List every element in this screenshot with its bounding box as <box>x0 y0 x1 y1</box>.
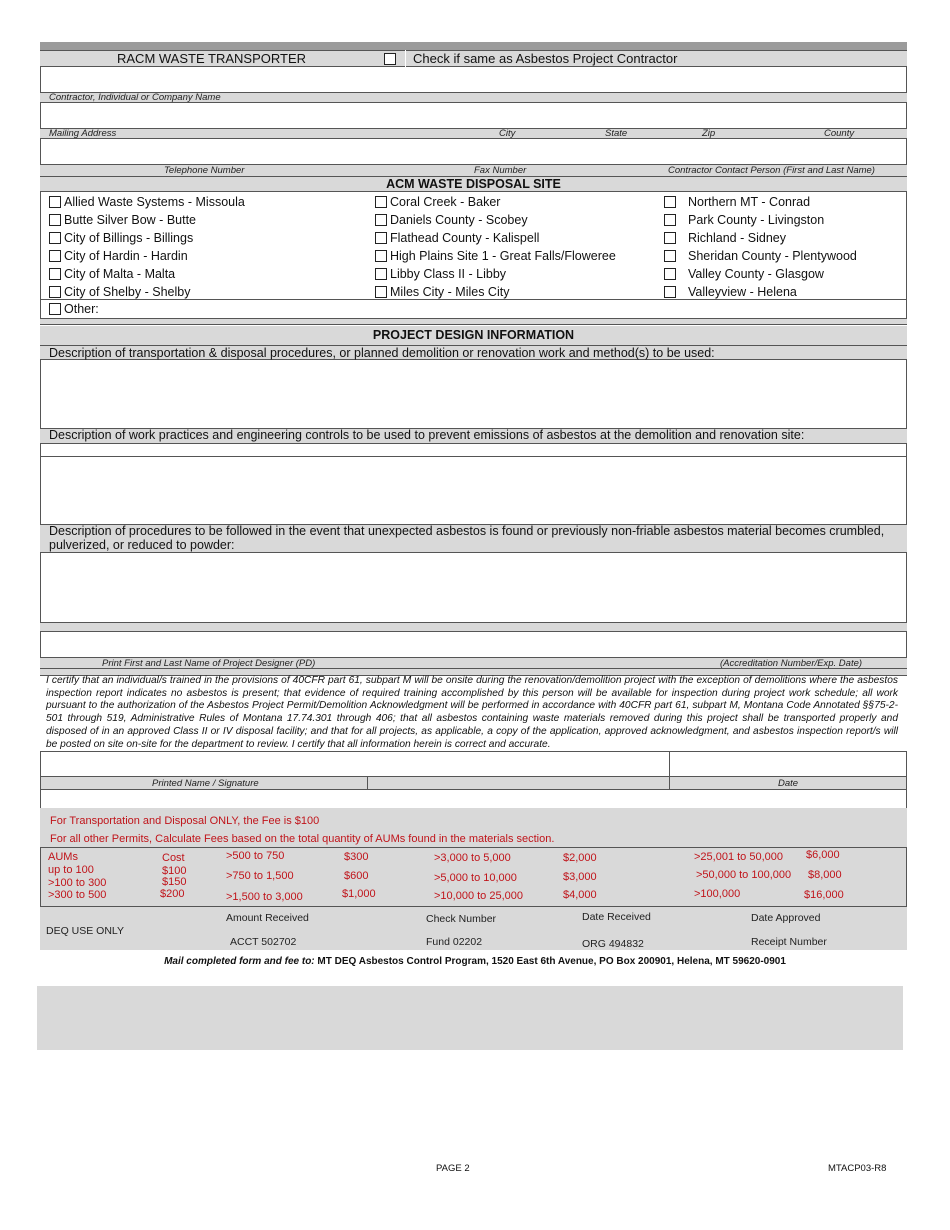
disposal-site-label: Miles City - Miles City <box>390 285 510 299</box>
disposal-site-label: Flathead County - Kalispell <box>390 231 540 245</box>
disposal-site-label: Allied Waste Systems - Missoula <box>64 195 245 209</box>
checkbox-icon[interactable] <box>664 250 676 262</box>
fax-label: Fax Number <box>474 165 527 176</box>
checkbox-icon[interactable] <box>375 286 387 298</box>
disposal-site-label: Daniels County - Scobey <box>390 213 528 227</box>
cost-header: Cost <box>162 852 185 864</box>
fee-range: >100 to 300 <box>48 877 107 889</box>
disposal-site-option[interactable] <box>375 249 616 263</box>
county-label: County <box>824 128 855 139</box>
fee-cost: $2,000 <box>563 852 597 864</box>
page-number: PAGE 2 <box>436 1163 470 1174</box>
checkbox-icon[interactable] <box>664 286 676 298</box>
signature-field[interactable] <box>40 751 907 776</box>
telephone-label: Telephone Number <box>164 165 245 176</box>
disposal-site-option[interactable] <box>375 267 506 281</box>
disposal-site-option[interactable] <box>49 285 190 299</box>
mail-prefix: Mail completed form and fee to: <box>164 956 315 967</box>
disposal-site-label: City of Billings - Billings <box>64 231 194 245</box>
disposal-site-option[interactable] <box>375 195 500 209</box>
fee-range: >100,000 <box>694 888 741 900</box>
disposal-site-option[interactable] <box>375 285 509 299</box>
fee-cost: $300 <box>344 851 369 863</box>
checkbox-icon[interactable] <box>49 214 61 226</box>
designer-label: Print First and Last Name of Project Designer (PD) <box>102 658 316 669</box>
fee-cost: $3,000 <box>563 871 597 883</box>
fee-range: >10,000 to 25,000 <box>434 890 523 902</box>
fee-range: up to 100 <box>48 864 94 876</box>
disposal-site-label: Valleyview - Helena <box>688 285 797 299</box>
disposal-site-label: Northern MT - Conrad <box>688 195 811 209</box>
checkbox-icon[interactable] <box>375 214 387 226</box>
same-as-contractor-label: Check if same as Asbestos Project Contractor <box>413 51 678 66</box>
phone-fax-contact-field[interactable] <box>40 139 907 164</box>
fee-range: >1,500 to 3,000 <box>226 891 303 903</box>
certification-text: I certify that an individual/s trained in the provisions of 40CFR part 61, subpart M will be onsite during the renovation/demolition project with the exception of demolitions where the asbestos inspection report indicates no asbestos is present; that evidence of required training accomplished by this person will be available for inspection during project work schedule; all work pursuant to the authorization of the Asbestos Project Permit/Demolition Acknowledgment will be performed in accordance with 40CFR part 61, subpart M, Montana Code Annotated §§75-2-501 through 519, Administrative Rules of Montana 17.74.301 through 406; that all asbestos containing waste materials removed during this project shall be transported properly and disposed of in an approved Class II or IV disposal facility; and that for all projects, as applicable, a copy of the application, approved acknowledgment, and asbestos inspection report/s will be posted on site on-site for the department to review. I certify that all information herein is correct and accurate. <box>46 675 898 750</box>
checkbox-icon[interactable] <box>49 268 61 280</box>
disposal-site-option[interactable] <box>664 231 786 245</box>
disposal-site-label: Libby Class II - Libby <box>390 267 507 281</box>
fee-range: >50,000 to 100,000 <box>696 869 792 881</box>
disposal-site-option[interactable] <box>49 195 245 209</box>
aums-header: AUMs <box>48 851 78 863</box>
fee-cost: $1,000 <box>342 888 376 900</box>
checkbox-icon[interactable] <box>664 232 676 244</box>
header-divider <box>405 50 406 67</box>
project-design-title: PROJECT DESIGN INFORMATION <box>40 326 907 346</box>
fee-cost: $8,000 <box>808 869 842 881</box>
mailing-address-label: Mailing Address <box>49 128 117 139</box>
fee-range: >500 to 750 <box>226 850 285 862</box>
checkbox-icon[interactable] <box>49 286 61 298</box>
top-border <box>40 42 907 50</box>
deq-use-only: DEQ USE ONLY <box>46 925 124 937</box>
label-divider-2 <box>669 777 670 789</box>
disposal-site-option[interactable] <box>49 231 193 245</box>
disposal-site-label: High Plains Site 1 - Great Falls/Floweree <box>390 249 616 263</box>
site-other-label: Other: <box>64 302 99 316</box>
fee-range: >25,001 to 50,000 <box>694 851 783 863</box>
fee-range: >300 to 500 <box>48 889 107 901</box>
label-divider-1 <box>367 777 368 789</box>
checkbox-icon[interactable] <box>375 196 387 208</box>
blank-row <box>40 790 907 808</box>
fee-cost: $100 <box>162 865 187 877</box>
desc2-label: Description of work practices and engineering controls to be used to prevent emissions of asbestos at the demolition and renovation site: <box>49 428 805 442</box>
org-number: ORG 494832 <box>582 938 644 950</box>
disposal-site-label: Richland - Sidney <box>688 231 786 245</box>
disposal-site-title: ACM WASTE DISPOSAL SITE <box>40 176 907 192</box>
contact-person-label: Contractor Contact Person (First and Last Name) <box>668 165 875 176</box>
desc1-field[interactable] <box>40 360 907 428</box>
checkbox-icon[interactable] <box>49 196 61 208</box>
fee-cost: $16,000 <box>804 889 844 901</box>
checkbox-icon[interactable] <box>49 303 61 315</box>
mail-instructions <box>0 956 950 967</box>
disposal-site-label: City of Malta - Malta <box>64 267 176 281</box>
desc3-field[interactable] <box>40 553 907 623</box>
disposal-site-option[interactable] <box>664 267 824 281</box>
fee-cost: $6,000 <box>806 849 840 861</box>
disposal-site-label: Park County - Livingston <box>688 213 825 227</box>
checkbox-icon[interactable] <box>375 232 387 244</box>
fee-range: >3,000 to 5,000 <box>434 852 511 864</box>
checkbox-icon[interactable] <box>664 196 676 208</box>
receipt-number: Receipt Number <box>751 936 827 948</box>
disposal-site-option[interactable] <box>664 249 857 263</box>
address-label-bar <box>40 128 907 139</box>
mail-address: MT DEQ Asbestos Control Program, 1520 East 6th Avenue, PO Box 200901, Helena, MT 59620-0901 <box>317 956 786 967</box>
date-approved: Date Approved <box>751 912 821 924</box>
checkbox-icon[interactable] <box>49 232 61 244</box>
disposal-site-option[interactable] <box>375 231 539 245</box>
fee-line-1: For Transportation and Disposal ONLY, the Fee is $100 <box>50 815 320 827</box>
amount-received: Amount Received <box>226 912 309 924</box>
disposal-site-option[interactable] <box>49 213 196 227</box>
fee-range: >750 to 1,500 <box>226 870 294 882</box>
desc2-inner-line <box>41 456 906 457</box>
zip-label: Zip <box>702 128 716 139</box>
section-gap <box>40 318 907 325</box>
fee-cost: $4,000 <box>563 889 597 901</box>
disposal-site-label: Coral Creek - Baker <box>390 195 501 209</box>
desc3-label: Description of procedures to be followed in the event that unexpected asbestos is found or previously non-friable asbestos material becomes crumbled, pulverized, or reduced to powder: <box>49 524 885 552</box>
desc2-field[interactable] <box>40 444 907 524</box>
disposal-site-option[interactable] <box>49 249 188 263</box>
disposal-site-label: Butte Silver Bow - Butte <box>64 213 197 227</box>
other-divider <box>41 299 906 300</box>
checkbox-icon[interactable] <box>375 268 387 280</box>
site-other[interactable] <box>49 302 99 316</box>
checkbox-icon[interactable] <box>49 250 61 262</box>
fee-line-2: For all other Permits, Calculate Fees based on the total quantity of AUMs found in the materials section. <box>50 833 555 845</box>
fee-cost: $150 <box>162 876 187 888</box>
disposal-site-option[interactable] <box>375 213 528 227</box>
disposal-site-option[interactable] <box>664 195 810 209</box>
signature-label: Printed Name / Signature <box>152 778 259 789</box>
disposal-site-label: Sheridan County - Plentywood <box>688 249 857 263</box>
date-divider <box>669 752 670 776</box>
bottom-gray-block <box>37 986 903 1050</box>
check-number: Check Number <box>426 913 497 925</box>
fund-number: Fund 02202 <box>426 936 483 948</box>
disposal-site-label: City of Shelby - Shelby <box>64 285 191 299</box>
disposal-site-option[interactable] <box>49 267 175 281</box>
form-id: MTACP03-R8 <box>828 1163 887 1174</box>
acct-number: ACCT 502702 <box>230 936 297 948</box>
desc1-label: Description of transportation & disposal procedures, or planned demolition or renovation work and method(s) to be used: <box>49 346 715 360</box>
checkbox-icon[interactable] <box>664 268 676 280</box>
transporter-title: RACM WASTE TRANSPORTER <box>117 51 307 66</box>
fee-cost: $200 <box>160 888 185 900</box>
fee-range: >5,000 to 10,000 <box>434 872 517 884</box>
fee-cost: $600 <box>344 870 369 882</box>
disposal-site-option[interactable] <box>664 285 797 299</box>
accreditation-label: (Accreditation Number/Exp. Date) <box>720 658 863 669</box>
city-label: City <box>499 128 516 139</box>
checkbox-icon[interactable] <box>664 214 676 226</box>
date-received: Date Received <box>582 911 651 923</box>
mailing-address-field[interactable] <box>40 103 907 128</box>
disposal-site-label: Valley County - Glasgow <box>688 267 824 281</box>
disposal-site-label: City of Hardin - Hardin <box>64 249 188 263</box>
disposal-site-option[interactable] <box>664 213 824 227</box>
company-name-label: Contractor, Individual or Company Name <box>49 92 221 103</box>
date-label: Date <box>778 778 799 789</box>
state-label: State <box>605 128 628 139</box>
same-as-contractor-checkbox[interactable] <box>384 53 396 65</box>
designer-gap <box>40 622 907 632</box>
designer-field[interactable] <box>40 632 907 657</box>
company-name-field[interactable] <box>40 67 907 92</box>
checkbox-icon[interactable] <box>375 250 387 262</box>
